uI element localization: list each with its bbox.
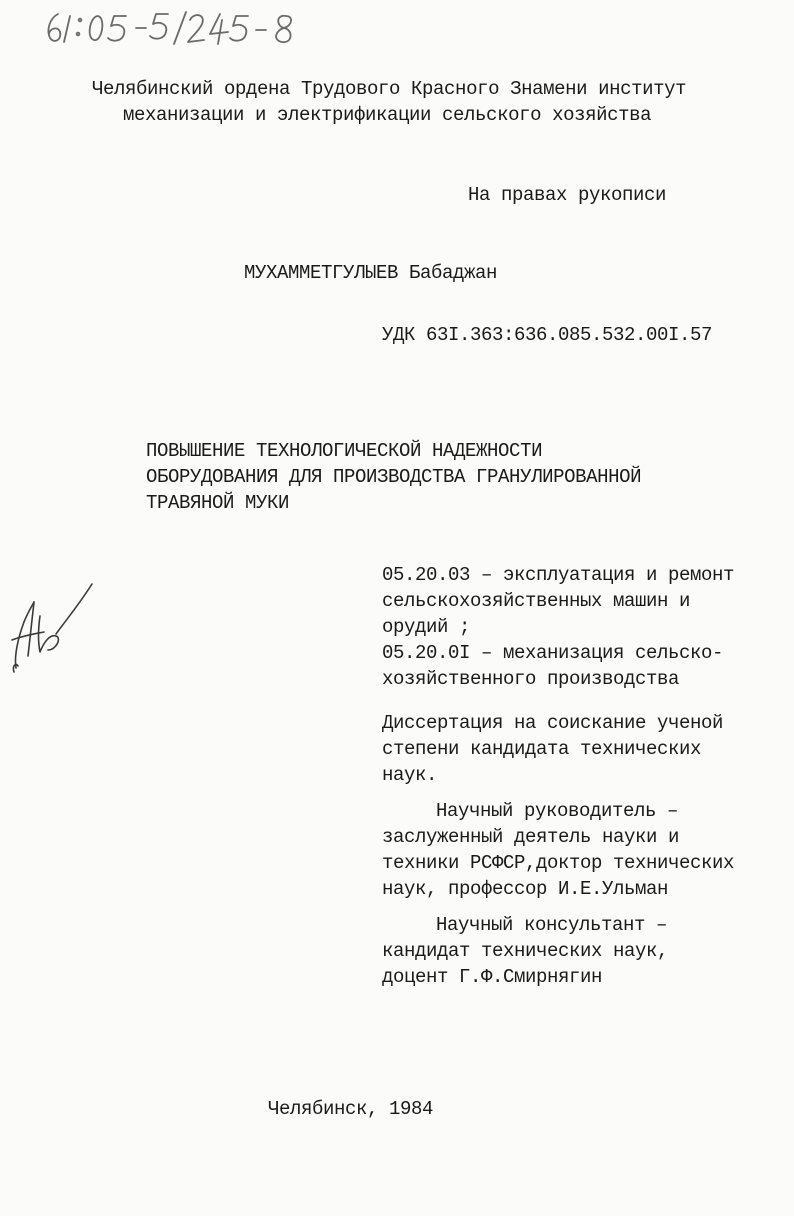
manuscript-rights: На правах рукописи bbox=[468, 184, 667, 206]
specialty-line-1: 05.20.03 – эксплуатация и ремонт bbox=[382, 564, 735, 586]
title-line-3: ТРАВЯНОЙ МУКИ bbox=[146, 492, 290, 514]
institution-line-1: Челябинский ордена Трудового Красного Знамени институт bbox=[92, 78, 687, 100]
specialty-line-2: сельскохозяйственных машин и bbox=[382, 590, 691, 612]
supervisor-line-4: наук, профессор И.Е.Ульман bbox=[382, 878, 669, 900]
udc-code: УДК 63I.363:636.085.532.00I.57 bbox=[382, 324, 713, 346]
supervisor-line-3: техники РСФСР,доктор технических bbox=[382, 852, 735, 874]
supervisor-line-2: заслуженный деятель науки и bbox=[382, 826, 680, 848]
title-line-1: ПОВЫШЕНИЕ ТЕХНОЛОГИЧЕСКОЙ НАДЕЖНОСТИ bbox=[146, 440, 543, 462]
specialty-line-5: хозяйственного производства bbox=[382, 668, 680, 690]
consultant-line-1: Научный консультант – bbox=[436, 914, 668, 936]
dissertation-line-2: степени кандидата технических bbox=[382, 738, 702, 760]
author-name: МУХАММЕТГУЛЫЕВ Бабаджан bbox=[244, 262, 498, 284]
handwritten-archive-note bbox=[40, 4, 320, 48]
supervisor-line-1: Научный руководитель – bbox=[436, 800, 679, 822]
title-line-2: ОБОРУДОВАНИЯ ДЛЯ ПРОИЗВОДСТВА ГРАНУЛИРОВАННОЙ bbox=[146, 466, 642, 488]
dissertation-line-1: Диссертация на соискание ученой bbox=[382, 712, 724, 734]
consultant-line-2: кандидат технических наук, bbox=[382, 940, 669, 962]
specialty-line-3: орудий ; bbox=[382, 616, 471, 638]
institution-line-2: механизации и электрификации сельского хозяйства bbox=[123, 104, 652, 126]
consultant-line-3: доцент Г.Ф.Смирнягин bbox=[382, 966, 603, 988]
dissertation-line-3: наук. bbox=[382, 764, 438, 786]
specialty-line-4: 05.20.0I – механизация сельско- bbox=[382, 642, 724, 664]
city-year: Челябинск, 1984 bbox=[268, 1098, 434, 1120]
handwritten-signature bbox=[4, 576, 100, 676]
